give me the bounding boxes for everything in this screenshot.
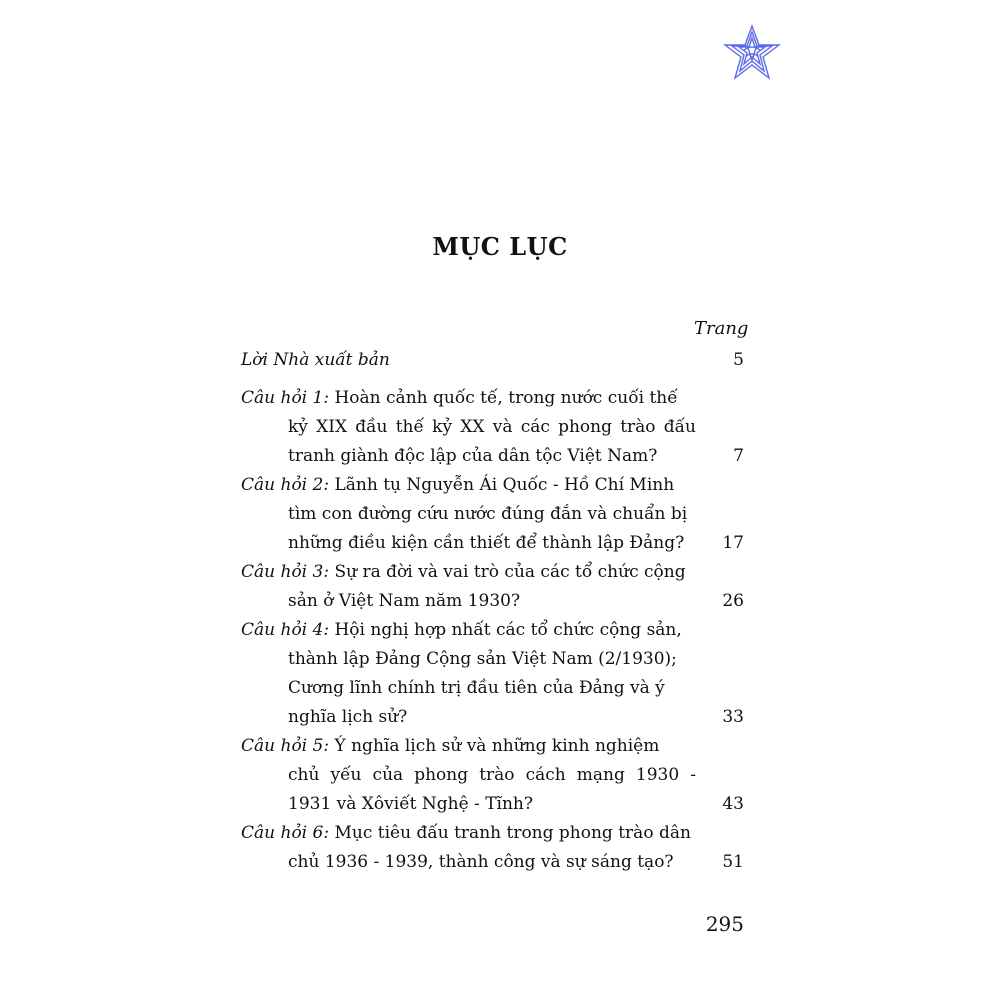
toc-entry-4-line-2 <box>288 645 744 674</box>
toc-entry-0 <box>241 346 744 375</box>
toc-entry-label: Câu hỏi 6: <box>241 823 330 843</box>
toc-entry-2-line-3 <box>288 529 744 558</box>
toc-entry-label: Câu hỏi 3: <box>241 562 330 582</box>
toc-entry-text: Sự ra đời và vai trò của các tổ chức cộng <box>334 562 686 582</box>
toc-entry-6-line-1 <box>241 819 744 848</box>
toc-entry-text: Ý nghĩa lịch sử và những kinh nghiệm <box>334 736 660 756</box>
toc-entry-title: Lời Nhà xuất bản <box>241 350 390 370</box>
toc-page-number: 7 <box>733 446 744 466</box>
toc-entry-5-line-3 <box>288 790 744 819</box>
toc-entry-label: Câu hỏi 4: <box>241 620 330 640</box>
toc-entry-text: tìm con đường cứu nước đúng đắn và chuẩn bị <box>288 504 688 524</box>
toc-entry-2-line-1 <box>241 471 744 500</box>
toc-entry-text: những điều kiện cần thiết để thành lập Đảng? <box>288 533 685 553</box>
toc-entry-3-line-2 <box>288 587 744 616</box>
toc-entry-text: tranh giành độc lập của dân tộc Việt Nam? <box>288 446 658 466</box>
toc-entry-1-line-2 <box>288 413 744 442</box>
toc-entry-text: Mục tiêu đấu tranh trong phong trào dân <box>334 823 691 843</box>
toc-entry-label: Câu hỏi 5: <box>241 736 330 756</box>
toc-entry-4-line-3 <box>288 674 744 703</box>
toc-entry-text: Hội nghị hợp nhất các tổ chức cộng sản, <box>334 620 682 640</box>
toc-entry-4-line-4 <box>288 703 744 732</box>
toc-entry-text: sản ở Việt Nam năm 1930? <box>288 591 521 611</box>
toc-entry-text: chủ 1936 - 1939, thành công và sự sáng tạo? <box>288 852 674 872</box>
page-title: MỤC LỤC <box>432 232 568 261</box>
toc-page-number: 26 <box>722 591 744 611</box>
toc-page-number: 33 <box>722 707 744 727</box>
toc-entry-text: thành lập Đảng Cộng sản Việt Nam (2/1930); <box>288 649 677 669</box>
toc-entry-5-line-1 <box>241 732 744 761</box>
toc-entry-label: Câu hỏi 2: <box>241 475 330 495</box>
toc-page-number: 5 <box>733 350 744 370</box>
toc-page-number: 17 <box>722 533 744 553</box>
toc-entry-6-line-2 <box>288 848 744 877</box>
toc-entry-text: nghĩa lịch sử? <box>288 707 408 727</box>
page-number: 295 <box>705 912 744 936</box>
toc-entry-4-line-1 <box>241 616 744 645</box>
toc-entry-text: kỷ XIX đầu thế kỷ XX và các phong trào đấu <box>288 417 696 437</box>
toc-entry-1-line-1 <box>241 384 744 413</box>
toc-entry-2-line-2 <box>288 500 744 529</box>
toc-entry-text: Lãnh tụ Nguyễn Ái Quốc - Hồ Chí Minh <box>334 475 675 495</box>
toc-page-number: 51 <box>722 852 744 872</box>
page-column-header: Trang <box>694 318 749 339</box>
toc-entry-text: Hoàn cảnh quốc tế, trong nước cuối thế <box>334 388 678 408</box>
toc-entry-3-line-1 <box>241 558 744 587</box>
star-emblem-icon <box>722 24 782 82</box>
toc-entry-1-line-3 <box>288 442 744 471</box>
toc-entry-text: chủ yếu của phong trào cách mạng 1930 - <box>288 765 696 785</box>
toc-entry-text: 1931 và Xôviết Nghệ - Tĩnh? <box>288 794 533 814</box>
toc-page-number: 43 <box>722 794 744 814</box>
toc-entry-text: Cương lĩnh chính trị đầu tiên của Đảng và ý <box>288 678 665 698</box>
toc-entry-label: Câu hỏi 1: <box>241 388 330 408</box>
toc-entry-5-line-2 <box>288 761 744 790</box>
